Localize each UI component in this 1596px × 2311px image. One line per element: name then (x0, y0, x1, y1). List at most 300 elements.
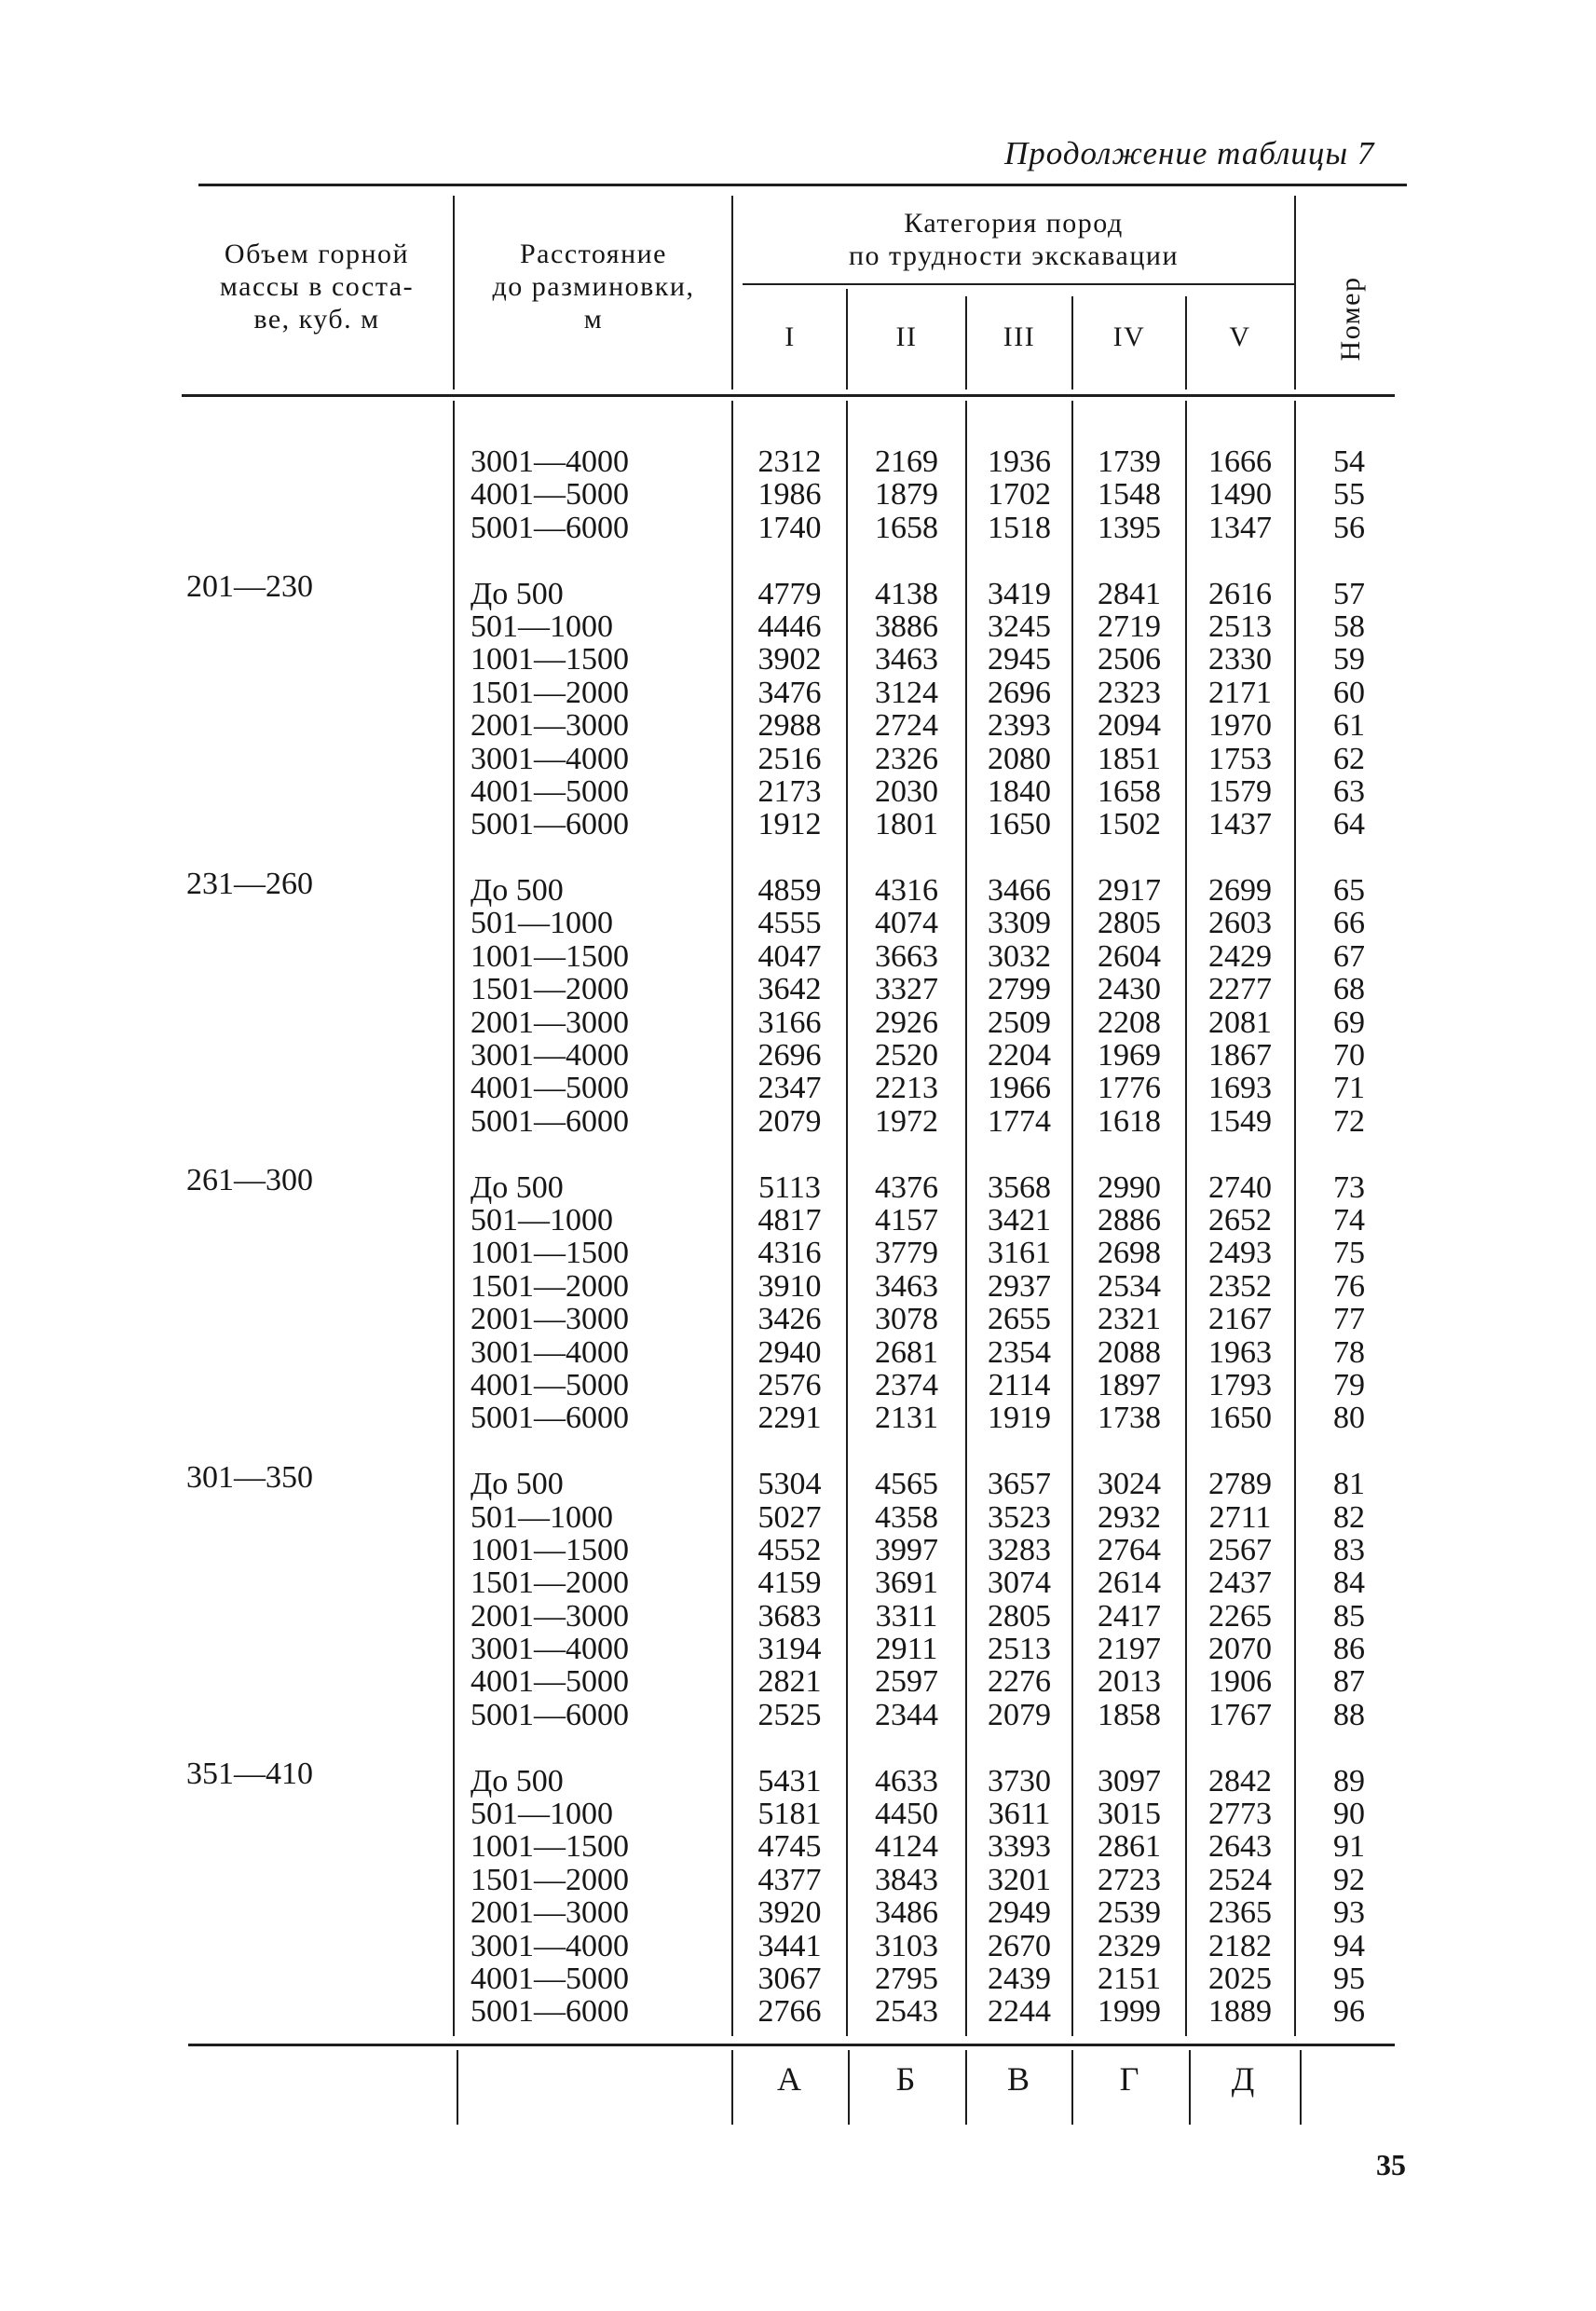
number-cell: 95 (1333, 1961, 1365, 1996)
cat5-cell: 1549 (1208, 1103, 1272, 1139)
number-cell: 65 (1333, 873, 1365, 909)
distance-cell: 5001—6000 (471, 1994, 629, 2030)
body-vline (1071, 401, 1073, 2036)
footer-vline (457, 2050, 458, 2125)
distance-cell: 1001—1500 (471, 938, 629, 974)
body-vline (453, 401, 455, 2036)
cat1-cell: 4446 (757, 609, 822, 644)
cat1-cell: 2173 (757, 773, 822, 809)
cat1-cell: 4555 (757, 906, 822, 941)
cat1-cell: 3067 (757, 1961, 822, 1996)
cat3-cell: 3730 (988, 1763, 1051, 1798)
number-cell: 89 (1333, 1763, 1365, 1798)
cat1-cell: 1740 (757, 510, 822, 545)
cat2-cell: 3463 (875, 642, 938, 677)
cat3-cell: 3657 (988, 1467, 1051, 1502)
cat1-cell: 3642 (757, 972, 822, 1007)
cat2-cell: 1658 (875, 510, 938, 545)
distance-cell: 4001—5000 (471, 1367, 629, 1402)
cat3-cell: 1702 (988, 477, 1051, 513)
volume-range: 261—300 (186, 1163, 313, 1198)
volume-column (186, 570, 313, 2055)
distance-cell: 2001—3000 (471, 1895, 629, 1931)
number-cell: 79 (1333, 1367, 1365, 1402)
distance-cell: 1001—1500 (471, 1532, 629, 1567)
cat2-cell: 1801 (875, 807, 938, 842)
volume-range: 301—350 (186, 1459, 313, 1495)
cat4-cell: 1851 (1098, 741, 1161, 776)
distance-cell: 1501—2000 (471, 1268, 629, 1304)
cat4-cell: 1738 (1098, 1401, 1161, 1436)
cat5-cell: 2277 (1208, 972, 1272, 1007)
cat2-cell: 3327 (875, 972, 938, 1007)
cat3-cell: 2114 (988, 1367, 1051, 1402)
number-cell: 78 (1333, 1334, 1365, 1370)
cat4-cell: 2886 (1098, 1202, 1161, 1238)
distance-cell: 501—1000 (471, 1797, 613, 1832)
cat1-cell: 3194 (757, 1632, 822, 1667)
cat1-cell: 2312 (757, 444, 822, 479)
distance-cell: 5001—6000 (471, 1103, 629, 1139)
cat5-cell: 1767 (1208, 1697, 1272, 1732)
header-category-1: I (784, 321, 796, 352)
distance-cell: 501—1000 (471, 906, 613, 941)
category-rule (743, 283, 1294, 285)
cat4-cell: 2932 (1098, 1499, 1161, 1535)
cat2-cell: 2030 (875, 773, 938, 809)
cat3-cell: 2276 (988, 1664, 1051, 1700)
cat1-cell: 2525 (757, 1697, 822, 1732)
cat5-cell: 2513 (1208, 609, 1272, 644)
cat4-cell: 2917 (1098, 873, 1161, 909)
number-cell: 74 (1333, 1202, 1365, 1238)
cat3-cell: 3201 (988, 1862, 1051, 1897)
header-bottom-rule (182, 394, 1395, 397)
cat2-cell: 4450 (875, 1797, 938, 1832)
cat4-cell: 2604 (1098, 938, 1161, 974)
cat1-cell: 3166 (757, 1005, 822, 1040)
cat4-cell: 2323 (1098, 675, 1161, 710)
cat5-cell: 2429 (1208, 938, 1272, 974)
cat1-cell: 5304 (757, 1467, 822, 1502)
cat3-cell: 2080 (988, 741, 1051, 776)
number-cell: 68 (1333, 972, 1365, 1007)
footer-letter-v: В (1006, 2060, 1030, 2098)
body-vline (1294, 401, 1296, 2036)
number-column (1303, 445, 1396, 2029)
cat1-cell: 3476 (757, 675, 822, 710)
number-cell: 90 (1333, 1797, 1365, 1832)
cat4-cell: 2208 (1098, 1005, 1161, 1040)
cat3-cell: 3283 (988, 1532, 1051, 1567)
cat2-cell: 2344 (875, 1697, 938, 1732)
number-cell: 91 (1333, 1829, 1365, 1865)
cat4-cell: 2417 (1098, 1598, 1161, 1634)
cat1-cell: 1986 (757, 477, 822, 513)
number-cell: 85 (1333, 1598, 1365, 1634)
cat2-cell: 2213 (875, 1071, 938, 1106)
header-volume: Объем горной массы в соста- ве, куб. м (219, 239, 415, 335)
cat5-cell: 2603 (1208, 906, 1272, 941)
number-cell: 56 (1333, 510, 1365, 545)
cat3-cell: 2354 (988, 1334, 1051, 1370)
distance-cell: До 500 (471, 576, 564, 611)
cat5-cell: 1753 (1208, 741, 1272, 776)
distance-cell: 3001—4000 (471, 1632, 629, 1667)
header-distance: Расстояние до разминовки, м (492, 239, 695, 335)
cat3-cell: 2393 (988, 708, 1051, 744)
cat5-cell: 2773 (1208, 1797, 1272, 1832)
cat5-cell: 2524 (1208, 1862, 1272, 1897)
distance-cell: 1501—2000 (471, 675, 629, 710)
distance-cell: До 500 (471, 1467, 564, 1502)
cat3-cell: 2079 (988, 1697, 1051, 1732)
distance-cell: 4001—5000 (471, 477, 629, 513)
cat3-cell: 3611 (988, 1797, 1051, 1832)
number-cell: 76 (1333, 1268, 1365, 1304)
cat1-cell: 4552 (757, 1532, 822, 1567)
cat1-cell: 3426 (757, 1302, 822, 1337)
distance-cell: 2001—3000 (471, 708, 629, 744)
cat3-cell: 2509 (988, 1005, 1051, 1040)
volume-range: 201—230 (186, 569, 313, 604)
cat2-cell: 2169 (875, 444, 938, 479)
cat5-cell: 2171 (1208, 675, 1272, 710)
cat5-cell: 2365 (1208, 1895, 1272, 1931)
cat1-cell: 1912 (757, 807, 822, 842)
cat2-cell: 4358 (875, 1499, 938, 1535)
cat3-cell: 2655 (988, 1302, 1051, 1337)
cat3-cell: 2945 (988, 642, 1051, 677)
cat4-cell: 1776 (1098, 1071, 1161, 1106)
cat1-cell: 4779 (757, 576, 822, 611)
category-1-column (736, 445, 843, 2029)
cat5-cell: 2567 (1208, 1532, 1272, 1567)
header-category-5: V (1229, 321, 1251, 352)
cat2-cell: 2543 (875, 1994, 938, 2030)
cat5-cell: 2789 (1208, 1467, 1272, 1502)
header-category-4: IV (1112, 321, 1146, 352)
cat3-cell: 2937 (988, 1268, 1051, 1304)
footer-vline (1300, 2050, 1302, 2125)
cat4-cell: 2151 (1098, 1961, 1161, 1996)
category-5-column (1187, 445, 1293, 2029)
cat5-cell: 2070 (1208, 1632, 1272, 1667)
cat2-cell: 2795 (875, 1961, 938, 1996)
cat4-cell: 2534 (1098, 1268, 1161, 1304)
distance-cell: 1001—1500 (471, 1829, 629, 1865)
cat4-cell: 2614 (1098, 1566, 1161, 1601)
cat1-cell: 2821 (757, 1664, 822, 1700)
top-rule (198, 184, 1407, 186)
number-cell: 55 (1333, 477, 1365, 513)
cat2-cell: 3691 (875, 1566, 938, 1601)
distance-cell: 2001—3000 (471, 1598, 629, 1634)
header-vline (453, 196, 455, 390)
category-4-column (1074, 445, 1184, 2029)
cat1-cell: 2766 (757, 1994, 822, 2030)
cat2-cell: 4124 (875, 1829, 938, 1865)
body-vline (846, 401, 848, 2036)
cat1-cell: 4159 (757, 1566, 822, 1601)
cat5-cell: 1666 (1208, 444, 1272, 479)
cat2-cell: 2520 (875, 1038, 938, 1073)
cat3-cell: 3074 (988, 1566, 1051, 1601)
number-cell: 86 (1333, 1632, 1365, 1667)
distance-cell: 5001—6000 (471, 807, 629, 842)
distance-cell: 5001—6000 (471, 1401, 629, 1436)
number-cell: 58 (1333, 609, 1365, 644)
cat2-cell: 2681 (875, 1334, 938, 1370)
cat2-cell: 3779 (875, 1236, 938, 1271)
cat2-cell: 3124 (875, 675, 938, 710)
cat2-cell: 4138 (875, 576, 938, 611)
cat5-cell: 1347 (1208, 510, 1272, 545)
number-cell: 60 (1333, 675, 1365, 710)
cat4-cell: 2990 (1098, 1169, 1161, 1205)
cat3-cell: 1966 (988, 1071, 1051, 1106)
number-cell: 67 (1333, 938, 1365, 974)
cat1-cell: 2940 (757, 1334, 822, 1370)
cat5-cell: 2652 (1208, 1202, 1272, 1238)
cat3-cell: 3032 (988, 938, 1051, 974)
cat5-cell: 1579 (1208, 773, 1272, 809)
cat4-cell: 1999 (1098, 1994, 1161, 2030)
cat1-cell: 4817 (757, 1202, 822, 1238)
cat2-cell: 4316 (875, 873, 938, 909)
cat2-cell: 4376 (875, 1169, 938, 1205)
cat4-cell: 1395 (1098, 510, 1161, 545)
cat4-cell: 2539 (1098, 1895, 1161, 1931)
cat1-cell: 3920 (757, 1895, 822, 1931)
cat1-cell: 4859 (757, 873, 822, 909)
cat3-cell: 3393 (988, 1829, 1051, 1865)
distance-cell: 3001—4000 (471, 741, 629, 776)
cat5-cell: 1650 (1208, 1401, 1272, 1436)
cat4-cell: 1897 (1098, 1367, 1161, 1402)
cat3-cell: 2204 (988, 1038, 1051, 1073)
number-cell: 72 (1333, 1103, 1365, 1139)
cat4-cell: 2197 (1098, 1632, 1161, 1667)
number-cell: 62 (1333, 741, 1365, 776)
cat1-cell: 3683 (757, 1598, 822, 1634)
cat1-cell: 2576 (757, 1367, 822, 1402)
footer-letter-g: Г (1119, 2060, 1139, 2098)
header-category-2: II (895, 321, 918, 352)
cat2-cell: 3886 (875, 609, 938, 644)
distance-cell: 4001—5000 (471, 1664, 629, 1700)
cat3-cell: 2696 (988, 675, 1051, 710)
cat3-cell: 3421 (988, 1202, 1051, 1238)
cat3-cell: 3161 (988, 1236, 1051, 1271)
cat4-cell: 2841 (1098, 576, 1161, 611)
number-cell: 82 (1333, 1499, 1365, 1535)
cat2-cell: 1879 (875, 477, 938, 513)
header-category-3: III (1003, 321, 1036, 352)
number-cell: 80 (1333, 1401, 1365, 1436)
cat3-cell: 1936 (988, 444, 1051, 479)
category-3-column (967, 445, 1071, 2029)
cat1-cell: 3910 (757, 1268, 822, 1304)
cat3-cell: 2244 (988, 1994, 1051, 2030)
cat1-cell: 5431 (757, 1763, 822, 1798)
cat1-cell: 3441 (757, 1928, 822, 1963)
distance-cell: 1501—2000 (471, 1862, 629, 1897)
cat5-cell: 1867 (1208, 1038, 1272, 1073)
header-category-group: Категория пород по трудности экскавации (849, 208, 1179, 271)
cat2-cell: 4074 (875, 906, 938, 941)
cat2-cell: 2911 (875, 1632, 938, 1667)
cat3-cell: 3419 (988, 576, 1051, 611)
cat3-cell: 3568 (988, 1169, 1051, 1205)
cat1-cell: 5113 (758, 1169, 821, 1205)
cat5-cell: 2493 (1208, 1236, 1272, 1271)
cat4-cell: 2698 (1098, 1236, 1161, 1271)
cat3-cell: 1650 (988, 807, 1051, 842)
header-vline (731, 196, 733, 390)
cat2-cell: 2131 (875, 1401, 938, 1436)
cat2-cell: 3486 (875, 1895, 938, 1931)
cat4-cell: 2723 (1098, 1862, 1161, 1897)
number-cell: 73 (1333, 1169, 1365, 1205)
cat3-cell: 2949 (988, 1895, 1051, 1931)
cat5-cell: 1793 (1208, 1367, 1272, 1402)
cat2-cell: 2597 (875, 1664, 938, 1700)
cat4-cell: 1969 (1098, 1038, 1161, 1073)
distance-cell: 4001—5000 (471, 1071, 629, 1106)
cat2-cell: 3311 (875, 1598, 938, 1634)
footer-letter-d: Д (1231, 2060, 1255, 2098)
number-cell: 63 (1333, 773, 1365, 809)
number-cell: 70 (1333, 1038, 1365, 1073)
cat2-cell: 2724 (875, 708, 938, 744)
cat2-cell: 2326 (875, 741, 938, 776)
distance-cell: 1501—2000 (471, 1566, 629, 1601)
cat5-cell: 2699 (1208, 873, 1272, 909)
number-cell: 66 (1333, 906, 1365, 941)
cat2-cell: 3663 (875, 938, 938, 974)
distance-cell: 3001—4000 (471, 1334, 629, 1370)
distance-cell: До 500 (471, 873, 564, 909)
distance-cell: 5001—6000 (471, 510, 629, 545)
number-cell: 57 (1333, 576, 1365, 611)
distance-cell: До 500 (471, 1763, 564, 1798)
distance-cell: 5001—6000 (471, 1697, 629, 1732)
cat5-cell: 2167 (1208, 1302, 1272, 1337)
number-cell: 96 (1333, 1994, 1365, 2030)
cat1-cell: 4316 (757, 1236, 822, 1271)
cat4-cell: 1618 (1098, 1103, 1161, 1139)
cat2-cell: 2374 (875, 1367, 938, 1402)
distance-column (471, 445, 629, 2029)
cat2-cell: 3843 (875, 1862, 938, 1897)
number-cell: 92 (1333, 1862, 1365, 1897)
cat4-cell: 1739 (1098, 444, 1161, 479)
bottom-rule (188, 2044, 1395, 2046)
cat1-cell: 2291 (757, 1401, 822, 1436)
cat1-cell: 4377 (757, 1862, 822, 1897)
distance-cell: 4001—5000 (471, 773, 629, 809)
number-cell: 88 (1333, 1697, 1365, 1732)
cat4-cell: 1658 (1098, 773, 1161, 809)
cat2-cell: 3463 (875, 1268, 938, 1304)
distance-cell: 1501—2000 (471, 972, 629, 1007)
cat4-cell: 2506 (1098, 642, 1161, 677)
cat2-cell: 3997 (875, 1532, 938, 1567)
body-vline (731, 401, 733, 2036)
cat1-cell: 5027 (757, 1499, 822, 1535)
cat1-cell: 2079 (757, 1103, 822, 1139)
cat4-cell: 2321 (1098, 1302, 1161, 1337)
cat1-cell: 3902 (757, 642, 822, 677)
cat5-cell: 2330 (1208, 642, 1272, 677)
distance-cell: 501—1000 (471, 609, 613, 644)
cat1-cell: 2696 (757, 1038, 822, 1073)
cat2-cell: 4565 (875, 1467, 938, 1502)
cat2-cell: 3103 (875, 1928, 938, 1963)
cat3-cell: 3523 (988, 1499, 1051, 1535)
cat1-cell: 5181 (757, 1797, 822, 1832)
cat4-cell: 2764 (1098, 1532, 1161, 1567)
cat5-cell: 1889 (1208, 1994, 1272, 2030)
cat4-cell: 1502 (1098, 807, 1161, 842)
number-cell: 61 (1333, 708, 1365, 744)
number-cell: 69 (1333, 1005, 1365, 1040)
cat3-cell: 2439 (988, 1961, 1051, 1996)
cat3-cell: 3309 (988, 906, 1051, 941)
cat5-cell: 2352 (1208, 1268, 1272, 1304)
cat1-cell: 2347 (757, 1071, 822, 1106)
cat1-cell: 2516 (757, 741, 822, 776)
cat4-cell: 2430 (1098, 972, 1161, 1007)
distance-cell: 1001—1500 (471, 642, 629, 677)
cat4-cell: 2013 (1098, 1664, 1161, 1700)
cat1-cell: 2988 (757, 708, 822, 744)
cat5-cell: 2182 (1208, 1928, 1272, 1963)
number-cell: 81 (1333, 1467, 1365, 1502)
distance-cell: 501—1000 (471, 1202, 613, 1238)
cat2-cell: 4157 (875, 1202, 938, 1238)
cat3-cell: 1919 (988, 1401, 1051, 1436)
number-cell: 75 (1333, 1236, 1365, 1271)
header-vline (1294, 196, 1296, 390)
distance-cell: До 500 (471, 1169, 564, 1205)
distance-cell: 2001—3000 (471, 1302, 629, 1337)
cat5-cell: 2437 (1208, 1566, 1272, 1601)
volume-range: 231—260 (186, 866, 313, 901)
cat4-cell: 3015 (1098, 1797, 1161, 1832)
number-cell: 64 (1333, 807, 1365, 842)
number-cell: 83 (1333, 1532, 1365, 1567)
number-cell: 71 (1333, 1071, 1365, 1106)
cat5-cell: 2265 (1208, 1598, 1272, 1634)
cat3-cell: 1774 (988, 1103, 1051, 1139)
cat5-cell: 2842 (1208, 1763, 1272, 1798)
cat4-cell: 2094 (1098, 708, 1161, 744)
distance-cell: 3001—4000 (471, 1038, 629, 1073)
cat4-cell: 1548 (1098, 477, 1161, 513)
distance-cell: 501—1000 (471, 1499, 613, 1535)
distance-cell: 4001—5000 (471, 1961, 629, 1996)
cat5-cell: 1437 (1208, 807, 1272, 842)
cat2-cell: 1972 (875, 1103, 938, 1139)
cat2-cell: 2926 (875, 1005, 938, 1040)
number-cell: 54 (1333, 444, 1365, 479)
cat4-cell: 3097 (1098, 1763, 1161, 1798)
cat4-cell: 2329 (1098, 1928, 1161, 1963)
number-cell: 87 (1333, 1664, 1365, 1700)
distance-cell: 1001—1500 (471, 1236, 629, 1271)
